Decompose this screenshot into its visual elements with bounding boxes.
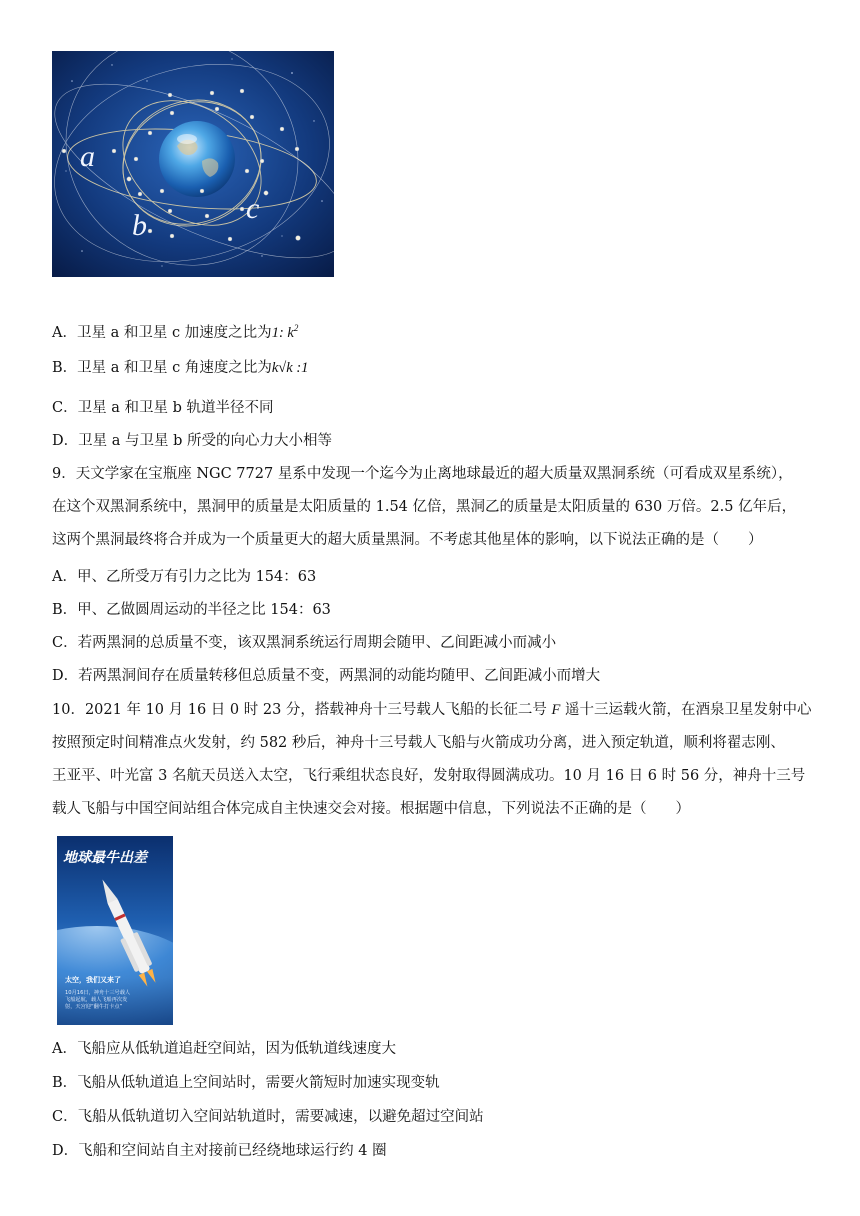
q9-option-b: B．甲、乙做圆周运动的半径之比 154：63 [52, 602, 331, 618]
q9-stem: 9．天文学家在宝瓶座 NGC 7727 星系中发现一个迄今为止离地球最近的超大质量双黑洞系统（可看成双星系统）， 在这个双黑洞系统中，黑洞甲的质量是太阳质量的 1.54 亿倍，黑洞乙的质量是太阳质量的 630 万倍。2.5 亿年后， 这两个黑洞最终将合并成为一个质量更大的超大质量黑洞。不考虑其他星体的影响，以下说法正确的是（ ） [52, 466, 797, 548]
q8-option-d: D．卫星 a 与卫星 b 所受的向心力大小相等 [52, 433, 333, 449]
poster-body-3: 射，天宫迎“翻牛打卡点” [65, 1004, 123, 1010]
q8-option-a: A．卫星 a 和卫星 c 加速度之比为1: $k^2$ [52, 323, 299, 341]
poster-body-2: 飞船起航，载人飞船再次发 [65, 997, 128, 1003]
poster-body-1: 10月16日，神舟十三号载人 [65, 990, 131, 996]
q8-option-c: C．卫星 a 和卫星 b 轨道半径不同 [52, 400, 274, 416]
q8-option-b: B．卫星 a 和卫星 c 角速度之比为k√k :1 [52, 360, 309, 376]
q9-option-c: C．若两黑洞的总质量不变，该双黑洞系统运行周期会随甲、乙间距减小而减小 [52, 635, 557, 651]
satellite-orbits-figure [52, 51, 334, 277]
q10-option-d: D．飞船和空间站自主对接前已经绕地球运行约 4 圈 [52, 1143, 387, 1159]
poster-title: 地球最牛出差 [63, 850, 147, 866]
q10-stem: 10．2021 年 10 月 16 日 0 时 23 分，搭载神舟十三号载人飞船的长征二号 F 遥十三运载火箭，在酒泉卫星发射中心 按照预定时间精准点火发射，约 582 秒后，神舟十三号载人飞船与火箭成功分离，进入预定轨道，顺利将翟志刚、 王亚平、叶光富 3 名航天员送入太空，飞行乘组状态良好，发射取得圆满成功。10 月 16 日 6 时 56 分，神舟十三号 载人飞船与中国空间站组合体完成自主快速交会对接。根据题中信息，下列说法不正确的是（ ） [52, 702, 812, 817]
orbit-label-a: a [80, 140, 95, 173]
launch-poster-figure [57, 836, 173, 1025]
orbit-label-b: b [132, 209, 147, 242]
q10-option-b: B．飞船从低轨道追上空间站时，需要火箭短时加速实现变轨 [52, 1075, 440, 1091]
q9-option-a: A．甲、乙所受万有引力之比为 154：63 [52, 569, 317, 585]
poster-caption: 太空，我们又来了 [65, 976, 121, 984]
q9-option-d: D．若两黑洞间存在质量转移但总质量不变，两黑洞的动能均随甲、乙间距减小而增大 [52, 668, 601, 684]
q10-option-a: A．飞船应从低轨道追赶空间站，因为低轨道线速度大 [52, 1041, 396, 1057]
orbit-label-c: c [246, 192, 260, 225]
q10-option-c: C．飞船从低轨道切入空间站轨道时，需要减速，以避免超过空间站 [52, 1109, 484, 1125]
